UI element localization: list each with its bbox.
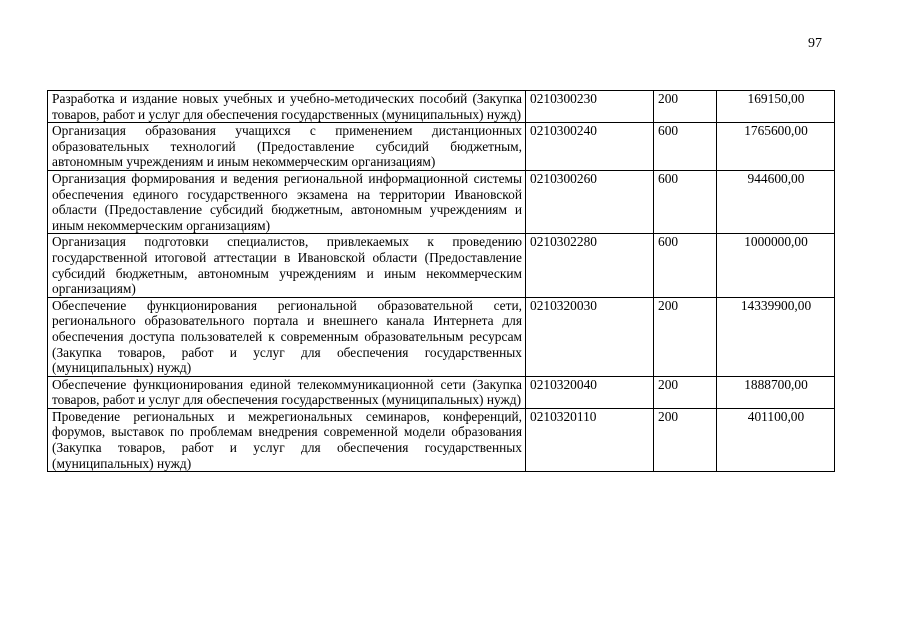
row-target-code: 0210320040 (526, 376, 654, 408)
row-amount: 1765600,00 (717, 123, 835, 171)
row-amount: 14339900,00 (717, 297, 835, 376)
table-row (48, 170, 835, 233)
page-number: 97 (808, 36, 822, 51)
row-target-code: 0210300230 (526, 91, 654, 123)
table-row (48, 234, 835, 297)
row-name: Обеспечение функционирования региональной образовательной сети, регионального образовательного портала и внешнего канала Интернета для обеспечения доступа пользователей к современным образовательным ресурсам (Закупка товаров, работ и услуг для обеспечения государственных (муниципальных) нужд) (48, 297, 526, 376)
table-row (48, 91, 835, 123)
row-target-code: 0210302280 (526, 234, 654, 297)
row-amount: 1888700,00 (717, 376, 835, 408)
row-amount: 401100,00 (717, 408, 835, 471)
row-expense-type: 200 (654, 408, 717, 471)
table-row (48, 123, 835, 171)
row-expense-type: 600 (654, 123, 717, 171)
row-name: Обеспечение функционирования единой телекоммуникационной сети (Закупка товаров, работ и услуг для обеспечения государственных (муниципальных) нужд) (48, 376, 526, 408)
row-amount: 169150,00 (717, 91, 835, 123)
table-row (48, 376, 835, 408)
row-expense-type: 200 (654, 376, 717, 408)
row-target-code: 0210300240 (526, 123, 654, 171)
row-expense-type: 200 (654, 297, 717, 376)
row-name: Организация формирования и ведения региональной информационной системы обеспечения единого государственного экзамена на территории Ивановской области (Предоставление субсидий бюджетным, автономным учреждениям и иным некоммерческим организациям) (48, 170, 526, 233)
budget-table (47, 90, 835, 472)
row-expense-type: 600 (654, 234, 717, 297)
table-row (48, 297, 835, 376)
row-amount: 1000000,00 (717, 234, 835, 297)
row-name: Проведение региональных и межрегиональных семинаров, конференций, форумов, выставок по проблемам внедрения современной модели образования (Закупка товаров, работ и услуг для обеспечения государственных (муниципальных) нужд) (48, 408, 526, 471)
table-row (48, 408, 835, 471)
row-expense-type: 200 (654, 91, 717, 123)
row-name: Организация подготовки специалистов, привлекаемых к проведению государственной итоговой аттестации в Ивановской области (Предоставление субсидий бюджетным, автономным учреждениям и иным некоммерческим организациям) (48, 234, 526, 297)
row-expense-type: 600 (654, 170, 717, 233)
row-name: Организация образования учащихся с применением дистанционных образовательных технологий (Предоставление субсидий бюджетным, автономным учреждениям и иным некоммерческим организациям) (48, 123, 526, 171)
row-target-code: 0210300260 (526, 170, 654, 233)
row-name: Разработка и издание новых учебных и учебно-методических пособий (Закупка товаров, работ и услуг для обеспечения государственных (муниципальных) нужд) (48, 91, 526, 123)
row-target-code: 0210320030 (526, 297, 654, 376)
row-amount: 944600,00 (717, 170, 835, 233)
row-target-code: 0210320110 (526, 408, 654, 471)
